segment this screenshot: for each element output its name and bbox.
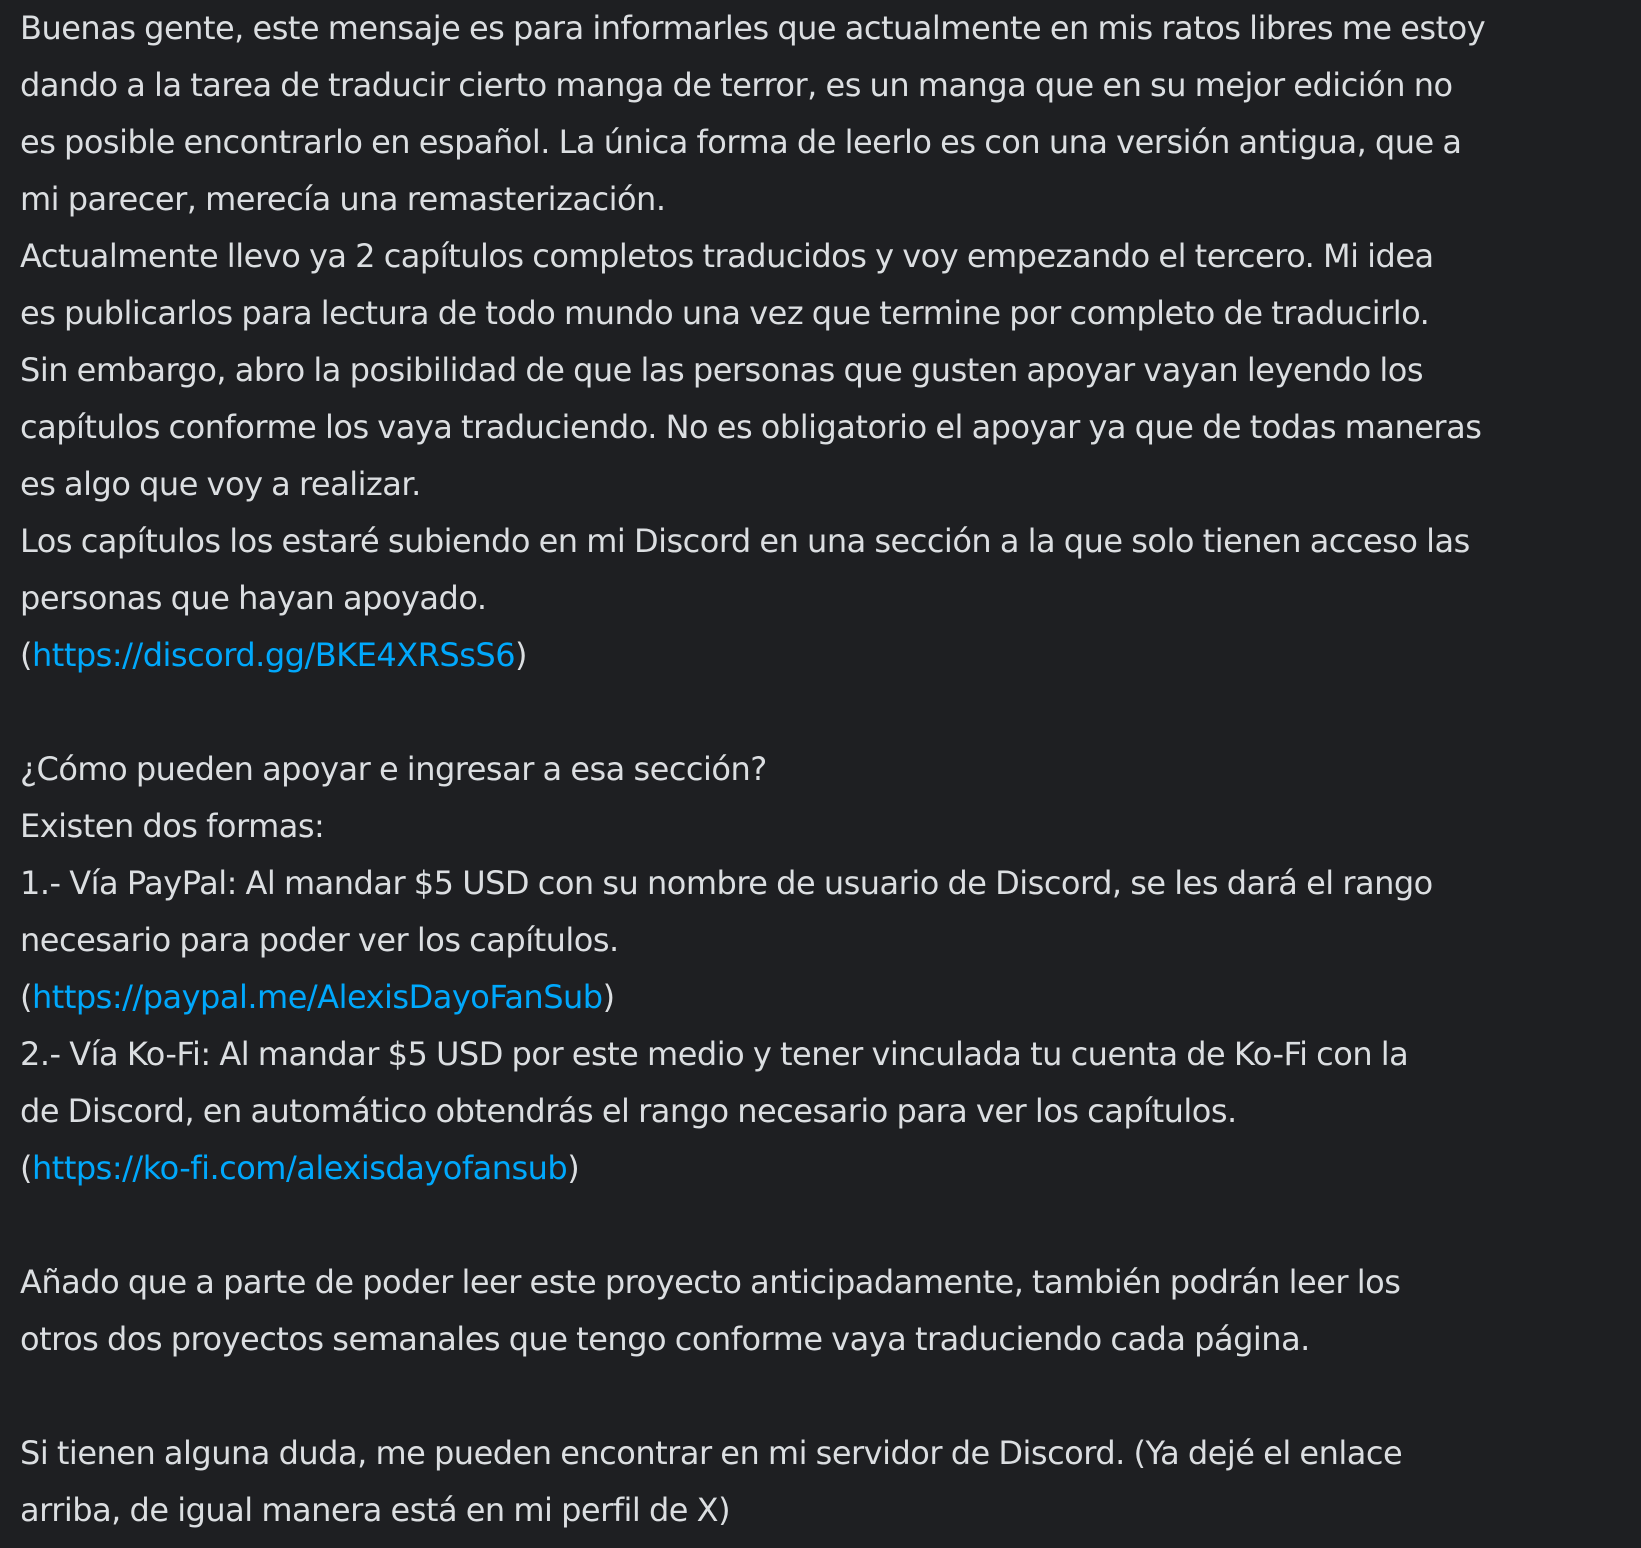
blank-line bbox=[20, 684, 1629, 741]
paren-close: ) bbox=[567, 1149, 580, 1187]
kofi-link-line bbox=[20, 1140, 1629, 1197]
message-line: necesario para poder ver los capítulos. bbox=[20, 921, 619, 959]
message-line: Añado que a parte de poder leer este proyecto anticipadamente, también podrán leer los bbox=[20, 1263, 1401, 1301]
message-line: Buenas gente, este mensaje es para informarles que actualmente en mis ratos libres me estoy bbox=[20, 9, 1486, 47]
paypal-link-line bbox=[20, 969, 1629, 1026]
message-line: Sin embargo, abro la posibilidad de que las personas que gusten apoyar vayan leyendo los bbox=[20, 351, 1424, 389]
paren-open: ( bbox=[20, 978, 32, 1016]
paren-open: ( bbox=[20, 636, 32, 674]
blank-line bbox=[20, 1197, 1629, 1254]
message-line: Los capítulos los estaré subiendo en mi Discord en una sección a la que solo tienen acceso las bbox=[20, 522, 1470, 560]
paypal-link[interactable]: https://paypal.me/AlexisDayoFanSub bbox=[31, 978, 603, 1016]
message-line: capítulos conforme los vaya traduciendo. No es obligatorio el apoyar ya que de todas maneras bbox=[20, 408, 1482, 446]
message-line: otros dos proyectos semanales que tengo conforme vaya traduciendo cada página. bbox=[20, 1320, 1310, 1358]
discord-invite-link[interactable]: https://discord.gg/BKE4XRSsS6 bbox=[31, 636, 516, 674]
message-line: 2.- Vía Ko-Fi: Al mandar $5 USD por este medio y tener vinculada tu cuenta de Ko-Fi con la bbox=[20, 1035, 1409, 1073]
message-line: ¿Cómo pueden apoyar e ingresar a esa sección? bbox=[20, 750, 767, 788]
message-line: es publicarlos para lectura de todo mundo una vez que termine por completo de traducirlo. bbox=[20, 294, 1430, 332]
discord-link-line bbox=[20, 627, 1629, 684]
paren-close: ) bbox=[602, 978, 615, 1016]
message-line: 1.- Vía PayPal: Al mandar $5 USD con su nombre de usuario de Discord, se les dará el rango bbox=[20, 864, 1433, 902]
message-line: personas que hayan apoyado. bbox=[20, 579, 487, 617]
message-line: dando a la tarea de traducir cierto manga de terror, es un manga que en su mejor edición no bbox=[20, 66, 1453, 104]
message-line: Existen dos formas: bbox=[20, 807, 325, 845]
paren-close: ) bbox=[515, 636, 528, 674]
blank-line bbox=[20, 1368, 1629, 1425]
message-line: Actualmente llevo ya 2 capítulos completos traducidos y voy empezando el tercero. Mi idea bbox=[20, 237, 1434, 275]
kofi-link[interactable]: https://ko-fi.com/alexisdayofansub bbox=[31, 1149, 568, 1187]
paren-open: ( bbox=[20, 1149, 32, 1187]
message-line: mi parecer, merecía una remasterización. bbox=[20, 180, 666, 218]
message-line: Si tienen alguna duda, me pueden encontrar en mi servidor de Discord. (Ya dejé el enlace bbox=[20, 1434, 1403, 1472]
message-line: de Discord, en automático obtendrás el rango necesario para ver los capítulos. bbox=[20, 1092, 1237, 1130]
message-line: es posible encontrarlo en español. La única forma de leerlo es con una versión antigua, que a bbox=[20, 123, 1462, 161]
message-line: arriba, de igual manera está en mi perfil de X) bbox=[20, 1491, 731, 1529]
message-line: es algo que voy a realizar. bbox=[20, 465, 421, 503]
